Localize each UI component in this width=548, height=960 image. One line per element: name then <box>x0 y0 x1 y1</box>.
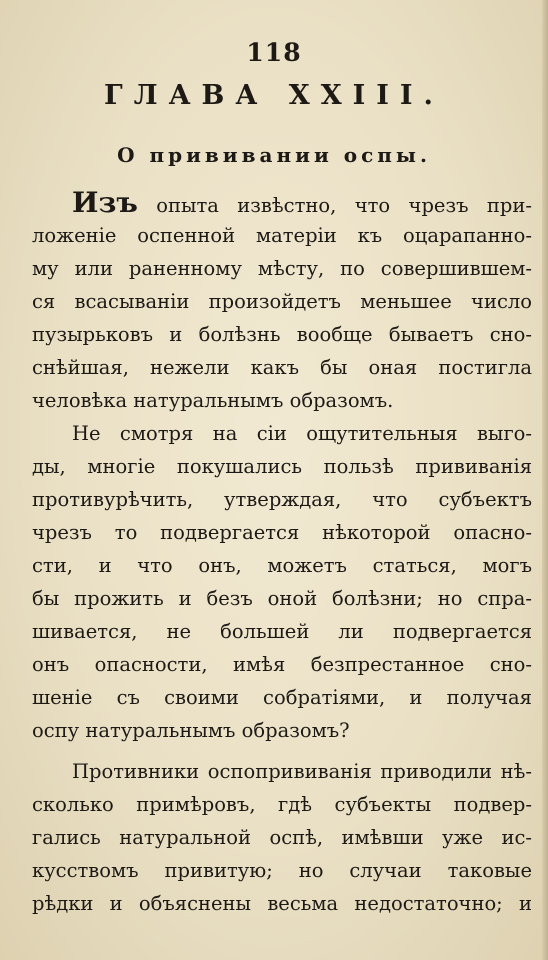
text-line: шивается, не большей ли подвергается <box>32 620 532 643</box>
text-line: онъ опасности, имѣя безпрестанное сно- <box>32 653 532 676</box>
text-line: ды, многіе покушались пользѣ прививанія <box>32 455 532 478</box>
drop-cap-word: Изъ <box>72 186 138 219</box>
text-line: гались натуральной оспѣ, имѣвши уже ис- <box>32 826 532 849</box>
text-line: ся всасываніи произойдетъ меньшее число <box>32 290 532 313</box>
text-line: Не смотря на сіи ощутительныя выго- <box>72 422 532 445</box>
text-line: кусствомъ привитую; но случаи таковые <box>32 859 532 882</box>
line-text: опыта извѣстно, что чрезъ при- <box>137 194 532 217</box>
paragraph-gap <box>32 747 532 755</box>
text-line: рѣдки и объяснены весьма недостаточно; и <box>32 892 532 915</box>
text-line <box>32 186 532 219</box>
chapter-title: ГЛАВА XXIII. <box>104 80 444 111</box>
text-line: пузырьковъ и болѣзнь вообще бываетъ сно- <box>32 323 532 346</box>
page-number: 118 <box>246 38 302 67</box>
text-line: противурѣчить, утверждая, что субъектъ <box>32 488 532 511</box>
text-line: бы прожить и безъ оной болѣзни; но спра- <box>32 587 532 610</box>
text-line: чрезъ то подвергается нѣкоторой опасно- <box>32 521 532 544</box>
body-text <box>32 186 532 920</box>
text-line: сколько примѣровъ, гдѣ субъекты подвер- <box>32 793 532 816</box>
text-line: му или раненному мѣсту, по совершившем- <box>32 257 532 280</box>
text-line: снѣйшая, нежели какъ бы оная постигла <box>32 356 532 379</box>
text-line: оспу натуральнымъ образомъ? <box>32 719 350 742</box>
text-line: человѣка натуральнымъ образомъ. <box>32 389 394 412</box>
text-line: Противники оспопрививанія приводили нѣ- <box>72 760 532 783</box>
section-title: О прививании оспы. <box>117 143 431 167</box>
text-line: ложеніе оспенной матеріи къ оцарапанно- <box>32 224 532 247</box>
text-line: шеніе съ своими собратіями, и получая <box>32 686 532 709</box>
text-line: сти, и что онъ, можетъ статься, могъ <box>32 554 532 577</box>
